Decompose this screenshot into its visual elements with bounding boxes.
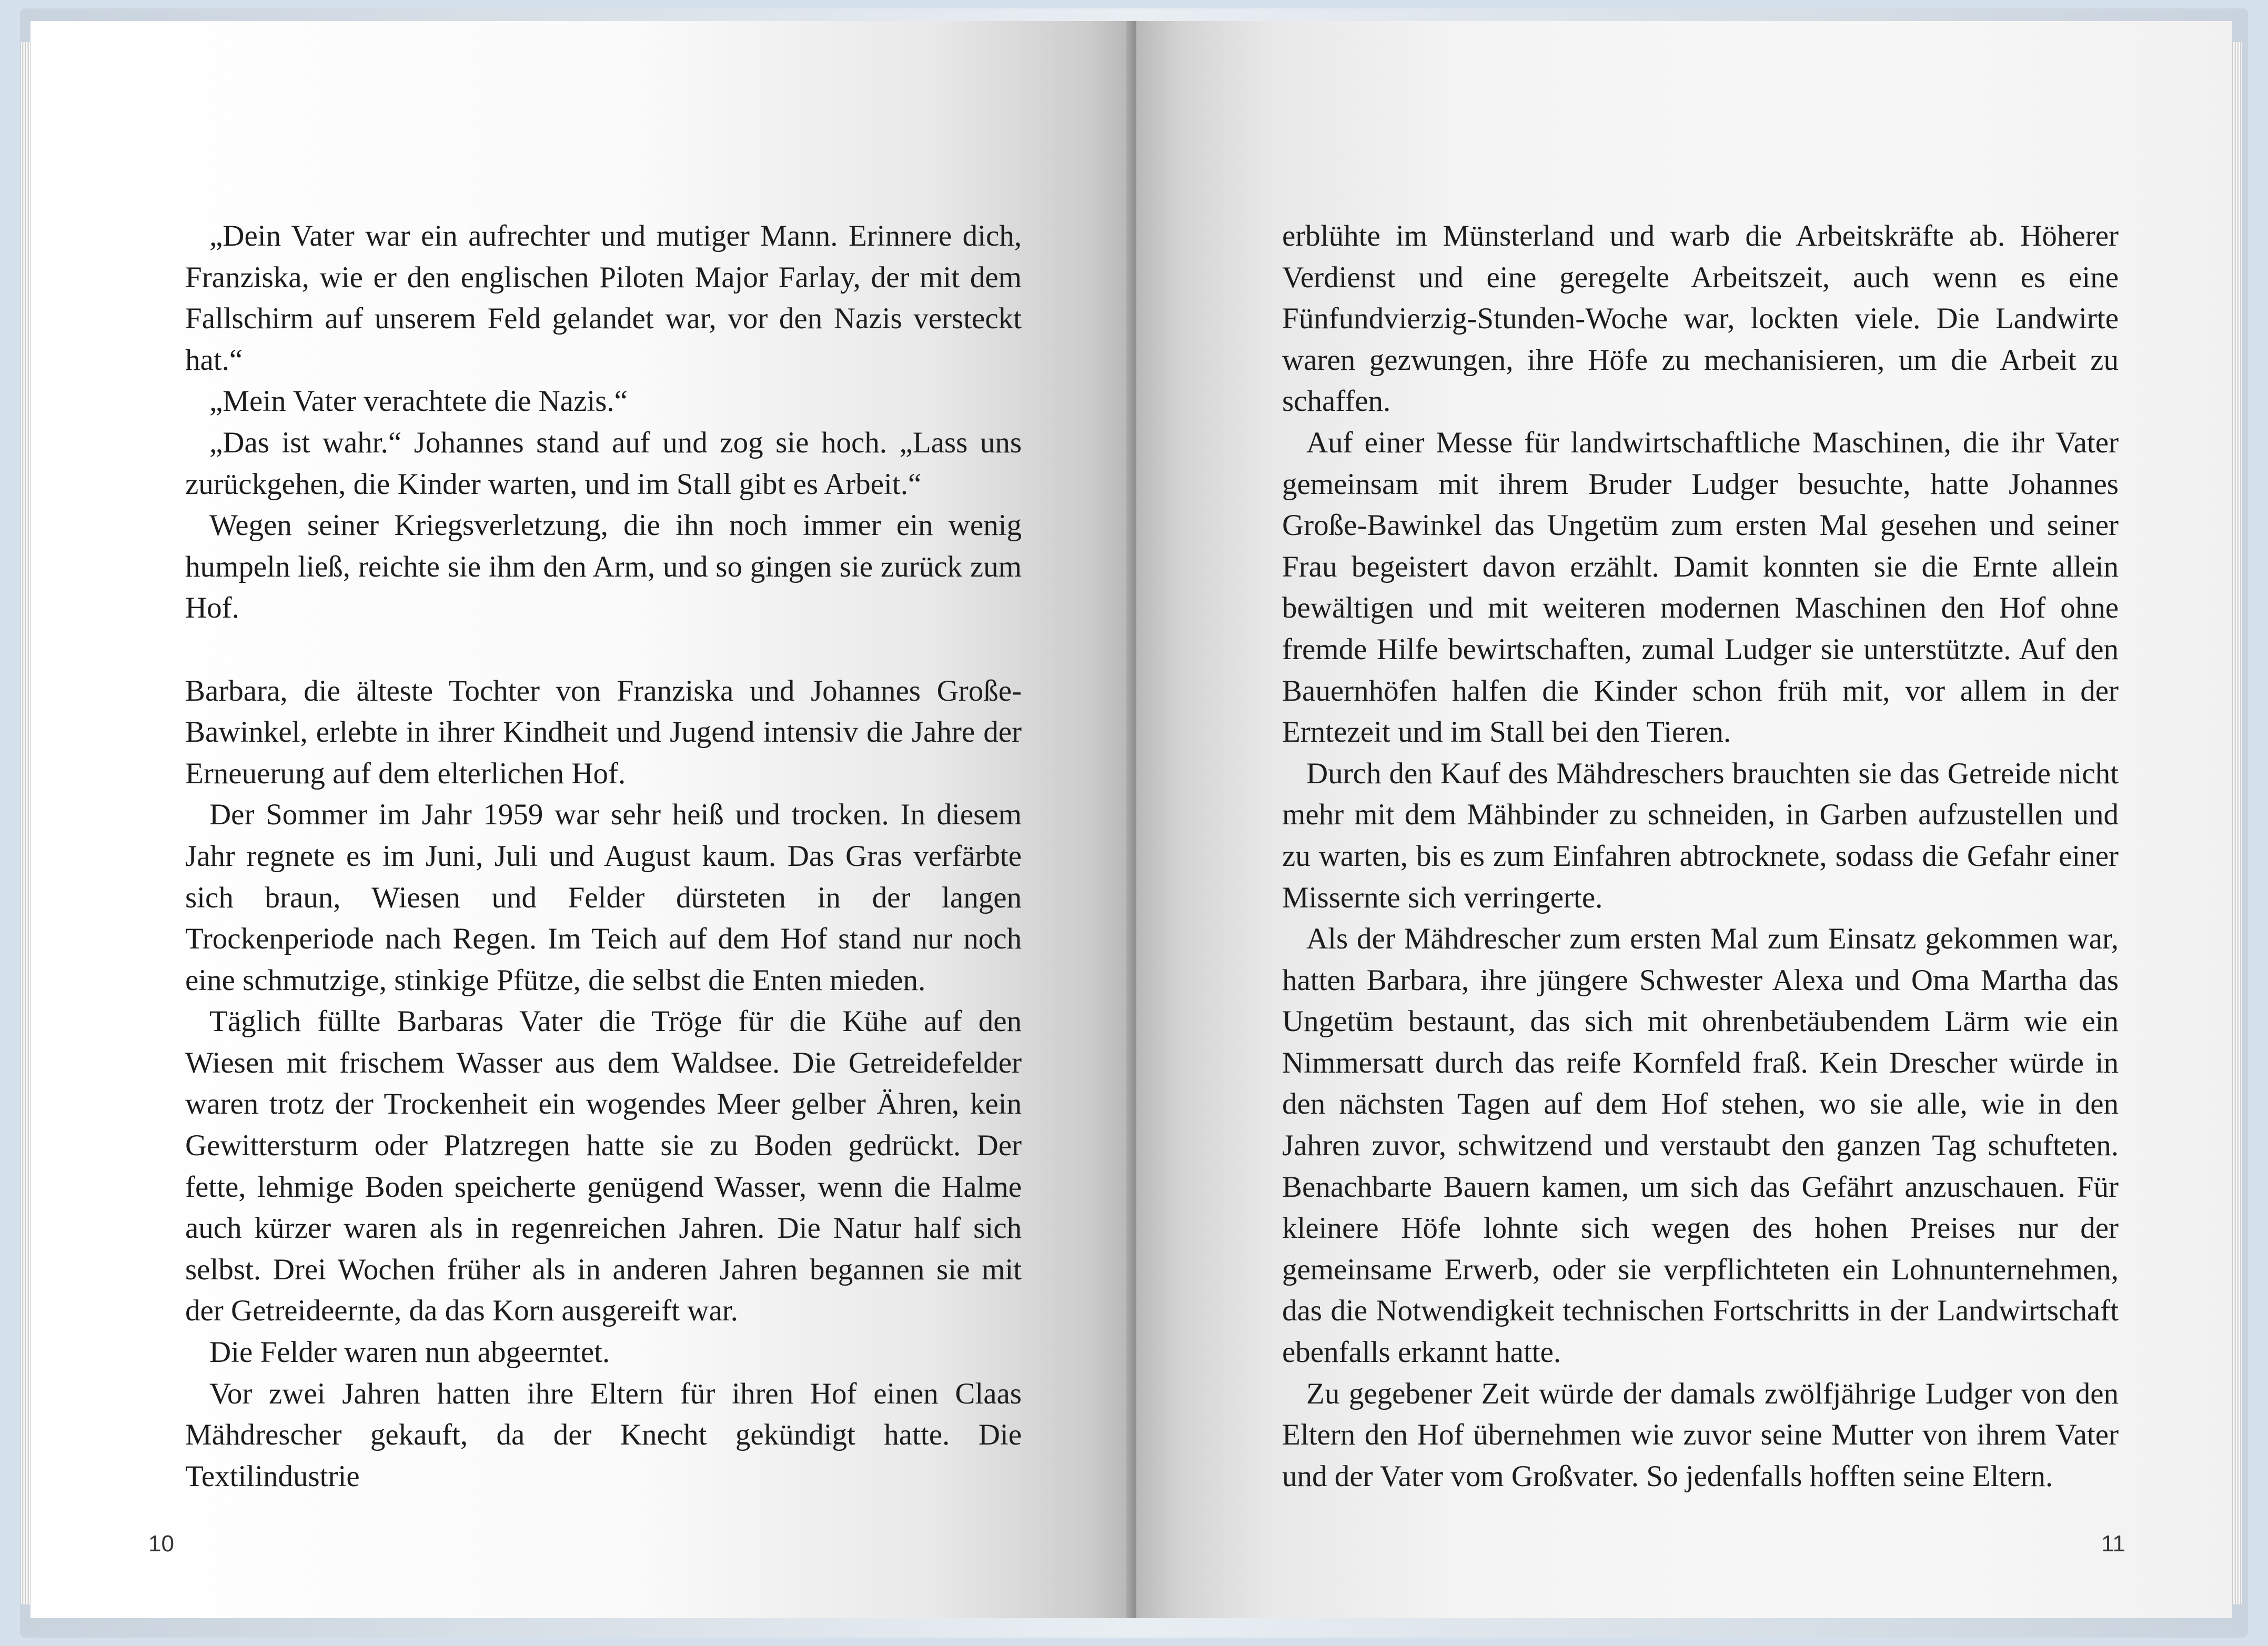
- paragraph: Täglich füllte Barbaras Vater die Tröge für die Kühe auf den Wiesen mit frischem Wasser aus dem Waldsee. Die Getreidefelder waren trotz der Trockenheit ein wogendes Meer gelber Ähren, kein Gewittersturm oder Platzregen hatte sie zu Boden gedrückt. Der fette, lehmige Boden speicherte genügend Wasser, wenn die Halme auch kürzer waren als in regenreichen Jahren. Die Natur half sich selbst. Drei Wochen früher als in anderen Jahren begannen sie mit der Getreideernte, da das Korn ausgereift war.: [185, 1005, 1022, 1328]
- paragraph: Auf einer Messe für landwirtschaftliche Maschinen, die ihr Vater gemeinsam mit ihrem Bruder Ludger besuchte, hatte Johannes Große-Bawinkel das Ungetüm zum ersten Mal gesehen und seiner Frau begeistert davon erzählt. Damit konnten sie die Ernte allein bewältigen und mit weiteren modernen Maschinen den Hof ohne fremde Hilfe bewirtschaften, zumal Ludger sie unterstützte. Auf den Bauernhöfen halfen die Kinder schon früh mit, vor allem in der Erntezeit und im Stall bei den Tieren.: [1282, 426, 2119, 749]
- page-number-right: 11: [2101, 1531, 2125, 1557]
- right-page-text: [1282, 216, 2119, 1497]
- page-number-left: 10: [148, 1531, 174, 1557]
- left-page-text: [185, 216, 1022, 1497]
- paragraph: Wegen seiner Kriegsverletzung, die ihn noch immer ein wenig humpeln ließ, reichte sie ihm den Arm, und so gingen sie zurück zum Hof.: [185, 509, 1022, 625]
- paragraph: Zu gegebener Zeit würde der damals zwölfjährige Ludger von den Eltern den Hof übernehmen wie zuvor seine Mutter von ihrem Vater und der Vater vom Großvater. So jedenfalls hofften seine Eltern.: [1282, 1377, 2119, 1493]
- paragraph: Durch den Kauf des Mähdreschers brauchten sie das Getreide nicht mehr mit dem Mähbinder zu schneiden, in Garben aufzustellen und zu warten, bis es zum Einfahren abtrocknete, sodass die Gefahr einer Missernte sich verringerte.: [1282, 756, 2119, 914]
- left-page: [31, 21, 1130, 1618]
- paragraph: Vor zwei Jahren hatten ihre Eltern für ihren Hof einen Claas Mähdrescher gekauft, da der Knecht gekündigt hatte. Die Textilindustrie: [185, 1377, 1022, 1493]
- paragraph-section-start: Barbara, die älteste Tochter von Franziska und Johannes Große-Bawinkel, erlebte in ihrer Kindheit und Jugend intensiv die Jahre der Erneuerung auf dem elterlichen Hof.: [185, 674, 1022, 790]
- paragraph: Als der Mähdrescher zum ersten Mal zum Einsatz gekommen war, hatten Barbara, ihre jüngere Schwester Alexa und Oma Martha das Ungetüm bestaunt, das sich mit ohrenbetäubendem Lärm wie ein Nimmersatt durch das reife Kornfeld fraß. Kein Drescher würde in den nächsten Tagen auf dem Hof stehen, wo sie alle, wie in den Jahren zuvor, schwitzend und verstaubt den ganzen Tag schufteten. Benachbarte Bauern kamen, um sich das Gefährt anzuschauen. Für kleinere Höfe lohnte sich wegen des hohen Preises nur der gemeinsame Erwerb, oder sie verpflichteten ein Lohnunternehmen, das die Notwendigkeit technischen Fortschritts in der Landwirtschaft ebenfalls erkannt hatte.: [1282, 922, 2119, 1369]
- paragraph: Der Sommer im Jahr 1959 war sehr heiß und trocken. In diesem Jahr regnete es im Juni, Juli und August kaum. Das Gras verfärbte sich braun, Wiesen und Felder dürsteten in der langen Trockenperiode nach Regen. Im Teich auf dem Hof stand nur noch eine schmutzige, stinkige Pfütze, die selbst die Enten mieden.: [185, 798, 1022, 997]
- paragraph: „Mein Vater verachtete die Nazis.“: [209, 385, 628, 418]
- paragraph-continued: erblühte im Münsterland und warb die Arbeitskräfte ab. Höherer Verdienst und eine geregelte Arbeitszeit, auch wenn es eine Fünfundvierzig-Stunden-Woche war, lockten viele. Die Landwirte waren gezwungen, ihre Höfe zu mechanisieren, um die Arbeit zu schaffen.: [1282, 219, 2119, 418]
- paragraph: „Das ist wahr.“ Johannes stand auf und zog sie hoch. „Lass uns zurückgehen, die Kinder warten, und im Stall gibt es Arbeit.“: [185, 426, 1022, 501]
- right-page: [1136, 21, 2232, 1618]
- paragraph: „Dein Vater war ein aufrechter und mutiger Mann. Erinnere dich, Franziska, wie er den englischen Piloten Major Farlay, der mit dem Fallschirm auf unserem Feld gelandet war, vor den Nazis versteckt hat.“: [185, 219, 1022, 377]
- paragraph: Die Felder waren nun abgeerntet.: [209, 1336, 610, 1369]
